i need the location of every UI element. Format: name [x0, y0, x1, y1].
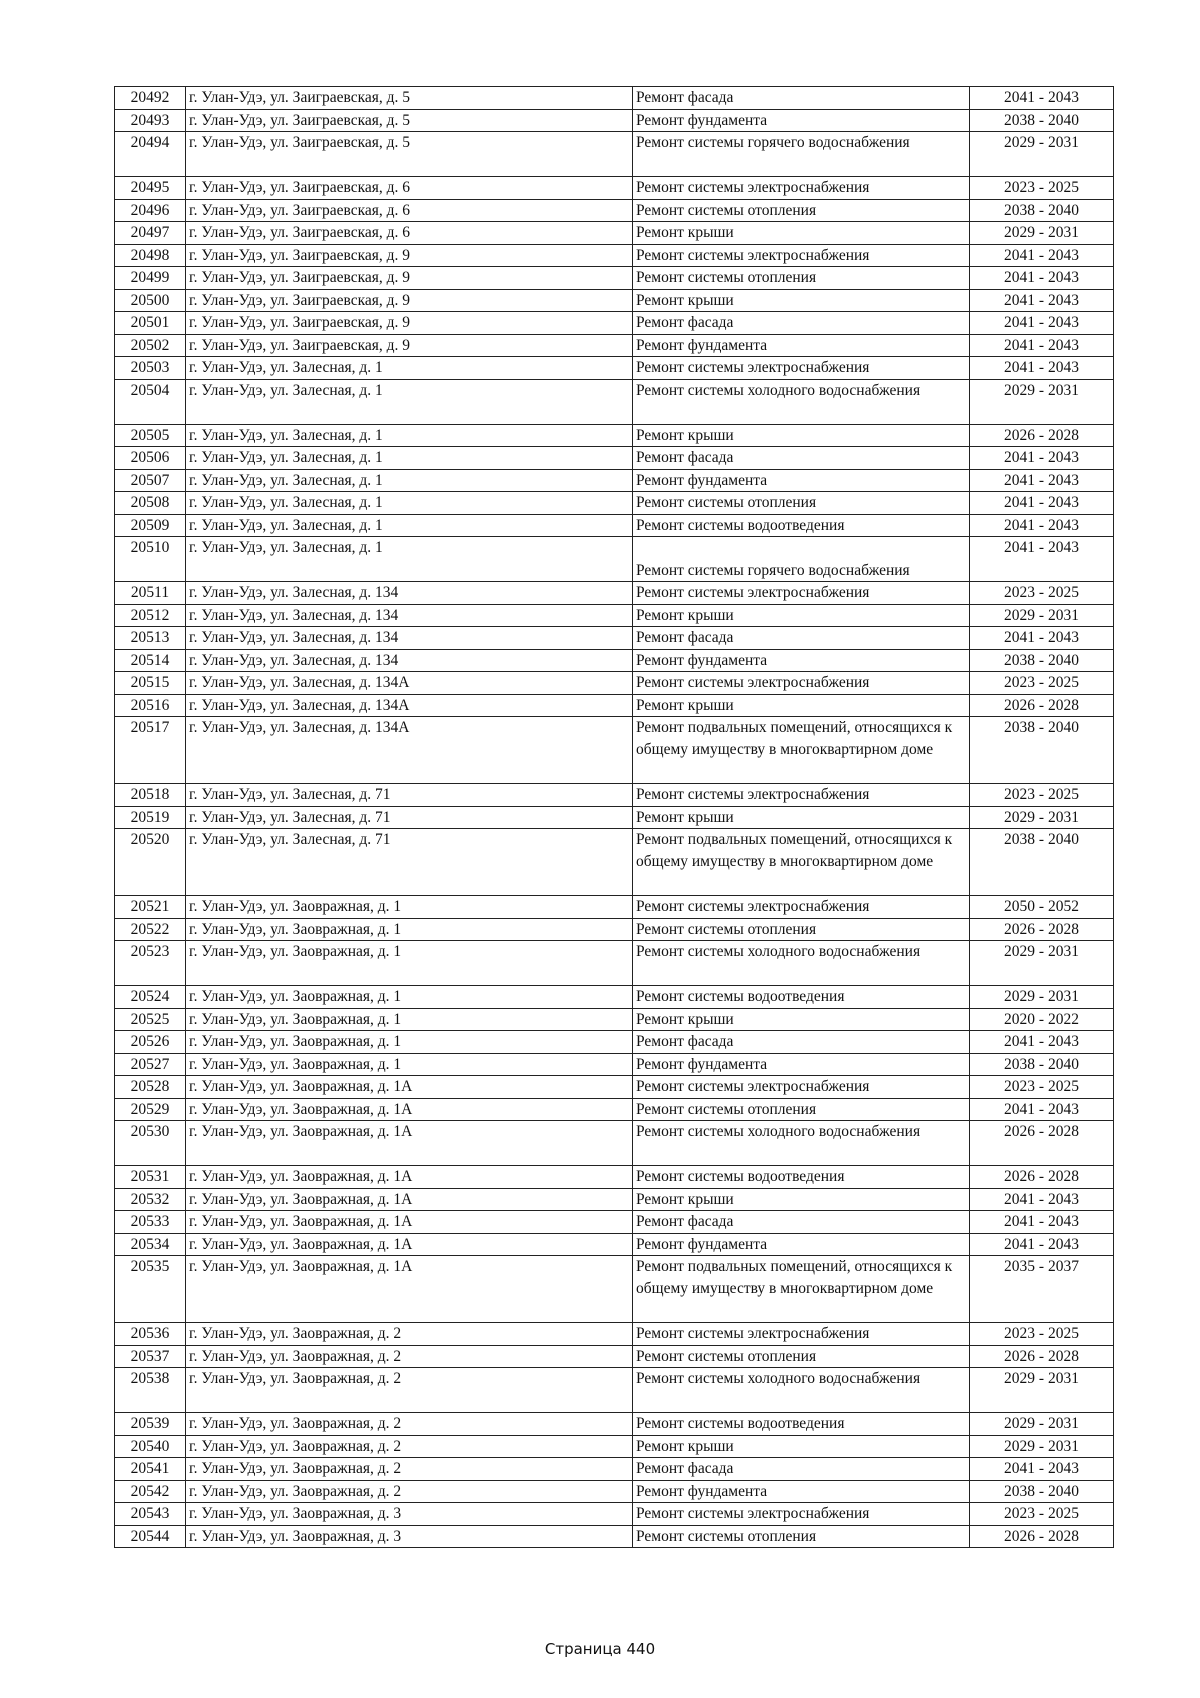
work-type-cell: Ремонт системы электроснабжения — [633, 896, 970, 919]
work-type-cell: Ремонт системы холодного водоснабжения — [633, 941, 970, 986]
address-cell: г. Улан-Удэ, ул. Заовражная, д. 1А — [186, 1188, 633, 1211]
row-number-cell: 20499 — [115, 267, 186, 290]
address-cell: г. Улан-Удэ, ул. Заовражная, д. 1 — [186, 1053, 633, 1076]
address-cell: г. Улан-Удэ, ул. Заиграевская, д. 6 — [186, 199, 633, 222]
address-cell: г. Улан-Удэ, ул. Заовражная, д. 1А — [186, 1076, 633, 1099]
period-cell: 2026 - 2028 — [970, 424, 1114, 447]
table-row — [115, 244, 1114, 267]
row-number-cell: 20536 — [115, 1323, 186, 1346]
period-cell: 2038 - 2040 — [970, 717, 1114, 784]
table-row — [115, 87, 1114, 110]
table-row — [115, 1480, 1114, 1503]
row-number-cell: 20527 — [115, 1053, 186, 1076]
address-cell: г. Улан-Удэ, ул. Залесная, д. 134 — [186, 604, 633, 627]
work-type-cell: Ремонт фундамента — [633, 1233, 970, 1256]
period-cell: 2029 - 2031 — [970, 379, 1114, 424]
period-cell: 2041 - 2043 — [970, 492, 1114, 515]
table-row — [115, 334, 1114, 357]
work-type-cell: Ремонт системы электроснабжения — [633, 1076, 970, 1099]
work-type-cell: Ремонт фасада — [633, 87, 970, 110]
table-row — [115, 1368, 1114, 1413]
table-row — [115, 492, 1114, 515]
table-row — [115, 1008, 1114, 1031]
table-row — [115, 1211, 1114, 1234]
row-number-cell: 20539 — [115, 1413, 186, 1436]
row-number-cell: 20494 — [115, 132, 186, 177]
row-number-cell: 20520 — [115, 829, 186, 896]
address-cell: г. Улан-Удэ, ул. Залесная, д. 1 — [186, 492, 633, 515]
work-type-cell: Ремонт системы водоотведения — [633, 1166, 970, 1189]
address-cell: г. Улан-Удэ, ул. Залесная, д. 134А — [186, 717, 633, 784]
work-type-cell: Ремонт крыши — [633, 1435, 970, 1458]
address-cell: г. Улан-Удэ, ул. Заовражная, д. 1А — [186, 1166, 633, 1189]
address-cell: г. Улан-Удэ, ул. Заиграевская, д. 6 — [186, 177, 633, 200]
row-number-cell: 20512 — [115, 604, 186, 627]
address-cell: г. Улан-Удэ, ул. Залесная, д. 134 — [186, 627, 633, 650]
table-row — [115, 717, 1114, 784]
period-cell: 2041 - 2043 — [970, 334, 1114, 357]
table-row — [115, 289, 1114, 312]
work-type-cell: Ремонт фундамента — [633, 649, 970, 672]
work-type-cell: Ремонт системы отопления — [633, 1098, 970, 1121]
table-row — [115, 784, 1114, 807]
table-row — [115, 1166, 1114, 1189]
address-cell: г. Улан-Удэ, ул. Залесная, д. 1 — [186, 357, 633, 380]
address-cell: г. Улан-Удэ, ул. Заиграевская, д. 9 — [186, 244, 633, 267]
address-cell: г. Улан-Удэ, ул. Заиграевская, д. 9 — [186, 267, 633, 290]
row-number-cell: 20492 — [115, 87, 186, 110]
period-cell: 2020 - 2022 — [970, 1008, 1114, 1031]
row-number-cell: 20506 — [115, 447, 186, 470]
work-type-cell: Ремонт фундамента — [633, 1053, 970, 1076]
row-number-cell: 20507 — [115, 469, 186, 492]
period-cell: 2026 - 2028 — [970, 1121, 1114, 1166]
work-type-cell: Ремонт фасада — [633, 447, 970, 470]
period-cell: 2041 - 2043 — [970, 537, 1114, 582]
address-cell: г. Улан-Удэ, ул. Заовражная, д. 3 — [186, 1525, 633, 1548]
address-cell: г. Улан-Удэ, ул. Заовражная, д. 2 — [186, 1323, 633, 1346]
period-cell: 2041 - 2043 — [970, 312, 1114, 335]
work-type-cell: Ремонт системы электроснабжения — [633, 1503, 970, 1526]
work-type-cell: Ремонт системы водоотведения — [633, 986, 970, 1009]
table-body — [115, 87, 1114, 1548]
work-type-cell: Ремонт системы водоотведения — [633, 1413, 970, 1436]
row-number-cell: 20533 — [115, 1211, 186, 1234]
period-cell: 2041 - 2043 — [970, 357, 1114, 380]
row-number-cell: 20504 — [115, 379, 186, 424]
work-type-cell: Ремонт крыши — [633, 424, 970, 447]
period-cell: 2041 - 2043 — [970, 469, 1114, 492]
row-number-cell: 20540 — [115, 1435, 186, 1458]
row-number-cell: 20523 — [115, 941, 186, 986]
row-number-cell: 20502 — [115, 334, 186, 357]
work-type-cell: Ремонт системы отопления — [633, 492, 970, 515]
table-row — [115, 357, 1114, 380]
table-row — [115, 1435, 1114, 1458]
address-cell: г. Улан-Удэ, ул. Залесная, д. 134А — [186, 672, 633, 695]
work-type-cell: Ремонт системы холодного водоснабжения — [633, 1121, 970, 1166]
address-cell: г. Улан-Удэ, ул. Залесная, д. 1 — [186, 537, 633, 582]
address-cell: г. Улан-Удэ, ул. Заовражная, д. 1 — [186, 986, 633, 1009]
table-row — [115, 1345, 1114, 1368]
row-number-cell: 20532 — [115, 1188, 186, 1211]
work-type-cell: Ремонт фундамента — [633, 1480, 970, 1503]
row-number-cell: 20496 — [115, 199, 186, 222]
address-cell: г. Улан-Удэ, ул. Заиграевская, д. 6 — [186, 222, 633, 245]
period-cell: 2029 - 2031 — [970, 132, 1114, 177]
table-row — [115, 424, 1114, 447]
address-cell: г. Улан-Удэ, ул. Заовражная, д. 2 — [186, 1413, 633, 1436]
repair-schedule-table — [114, 86, 1114, 1548]
table-row — [115, 941, 1114, 986]
table-row — [115, 649, 1114, 672]
period-cell: 2023 - 2025 — [970, 784, 1114, 807]
address-cell: г. Улан-Удэ, ул. Залесная, д. 134 — [186, 649, 633, 672]
period-cell: 2029 - 2031 — [970, 1368, 1114, 1413]
table-row — [115, 177, 1114, 200]
work-type-cell: Ремонт системы холодного водоснабжения — [633, 1368, 970, 1413]
address-cell: г. Улан-Удэ, ул. Заовражная, д. 1А — [186, 1098, 633, 1121]
work-type-cell: Ремонт системы отопления — [633, 918, 970, 941]
page-number: Страница 440 — [544, 1640, 656, 1658]
period-cell: 2038 - 2040 — [970, 199, 1114, 222]
work-type-cell: Ремонт системы водоотведения — [633, 514, 970, 537]
work-type-cell: Ремонт системы отопления — [633, 1345, 970, 1368]
period-cell: 2023 - 2025 — [970, 1076, 1114, 1099]
period-cell: 2038 - 2040 — [970, 649, 1114, 672]
row-number-cell: 20544 — [115, 1525, 186, 1548]
table-row — [115, 918, 1114, 941]
work-type-cell: Ремонт системы горячего водоснабжения — [633, 537, 970, 582]
address-cell: г. Улан-Удэ, ул. Залесная, д. 134А — [186, 694, 633, 717]
table-row — [115, 109, 1114, 132]
table-row — [115, 806, 1114, 829]
row-number-cell: 20500 — [115, 289, 186, 312]
period-cell: 2026 - 2028 — [970, 918, 1114, 941]
work-type-cell: Ремонт системы электроснабжения — [633, 244, 970, 267]
table-row — [115, 514, 1114, 537]
table-row — [115, 1233, 1114, 1256]
row-number-cell: 20525 — [115, 1008, 186, 1031]
row-number-cell: 20516 — [115, 694, 186, 717]
work-type-cell: Ремонт системы электроснабжения — [633, 784, 970, 807]
address-cell: г. Улан-Удэ, ул. Залесная, д. 1 — [186, 424, 633, 447]
table-row — [115, 604, 1114, 627]
row-number-cell: 20509 — [115, 514, 186, 537]
work-type-cell: Ремонт системы электроснабжения — [633, 582, 970, 605]
row-number-cell: 20537 — [115, 1345, 186, 1368]
address-cell: г. Улан-Удэ, ул. Залесная, д. 71 — [186, 784, 633, 807]
row-number-cell: 20535 — [115, 1256, 186, 1323]
work-type-cell: Ремонт системы отопления — [633, 199, 970, 222]
address-cell: г. Улан-Удэ, ул. Заовражная, д. 1А — [186, 1211, 633, 1234]
table-row — [115, 1503, 1114, 1526]
period-cell: 2041 - 2043 — [970, 1098, 1114, 1121]
table-row — [115, 312, 1114, 335]
period-cell: 2041 - 2043 — [970, 1031, 1114, 1054]
work-type-cell: Ремонт крыши — [633, 222, 970, 245]
table-row — [115, 132, 1114, 177]
row-number-cell: 20515 — [115, 672, 186, 695]
address-cell: г. Улан-Удэ, ул. Заовражная, д. 2 — [186, 1480, 633, 1503]
row-number-cell: 20531 — [115, 1166, 186, 1189]
address-cell: г. Улан-Удэ, ул. Заовражная, д. 2 — [186, 1435, 633, 1458]
table-row — [115, 1053, 1114, 1076]
work-type-cell: Ремонт фундамента — [633, 469, 970, 492]
address-cell: г. Улан-Удэ, ул. Заовражная, д. 2 — [186, 1345, 633, 1368]
period-cell: 2035 - 2037 — [970, 1256, 1114, 1323]
address-cell: г. Улан-Удэ, ул. Заиграевская, д. 5 — [186, 132, 633, 177]
period-cell: 2026 - 2028 — [970, 694, 1114, 717]
row-number-cell: 20518 — [115, 784, 186, 807]
row-number-cell: 20508 — [115, 492, 186, 515]
address-cell: г. Улан-Удэ, ул. Заовражная, д. 1 — [186, 1031, 633, 1054]
row-number-cell: 20543 — [115, 1503, 186, 1526]
table-row — [115, 896, 1114, 919]
period-cell: 2038 - 2040 — [970, 1053, 1114, 1076]
period-cell: 2041 - 2043 — [970, 514, 1114, 537]
period-cell: 2023 - 2025 — [970, 177, 1114, 200]
work-type-cell: Ремонт крыши — [633, 1008, 970, 1031]
address-cell: г. Улан-Удэ, ул. Залесная, д. 1 — [186, 379, 633, 424]
table-row — [115, 582, 1114, 605]
address-cell: г. Улан-Удэ, ул. Заовражная, д. 1 — [186, 1008, 633, 1031]
period-cell: 2041 - 2043 — [970, 1188, 1114, 1211]
period-cell: 2041 - 2043 — [970, 289, 1114, 312]
table-row — [115, 1188, 1114, 1211]
row-number-cell: 20530 — [115, 1121, 186, 1166]
work-type-cell: Ремонт фасада — [633, 627, 970, 650]
work-type-cell: Ремонт крыши — [633, 604, 970, 627]
period-cell: 2029 - 2031 — [970, 222, 1114, 245]
period-cell: 2038 - 2040 — [970, 829, 1114, 896]
period-cell: 2041 - 2043 — [970, 87, 1114, 110]
work-type-cell: Ремонт системы холодного водоснабжения — [633, 379, 970, 424]
table-row — [115, 199, 1114, 222]
period-cell: 2026 - 2028 — [970, 1525, 1114, 1548]
period-cell: 2041 - 2043 — [970, 627, 1114, 650]
row-number-cell: 20495 — [115, 177, 186, 200]
row-number-cell: 20524 — [115, 986, 186, 1009]
work-type-cell: Ремонт системы электроснабжения — [633, 1323, 970, 1346]
row-number-cell: 20541 — [115, 1458, 186, 1481]
period-cell: 2029 - 2031 — [970, 1413, 1114, 1436]
address-cell: г. Улан-Удэ, ул. Заиграевская, д. 5 — [186, 87, 633, 110]
period-cell: 2041 - 2043 — [970, 447, 1114, 470]
table-row — [115, 1458, 1114, 1481]
table-row — [115, 469, 1114, 492]
table-row — [115, 537, 1114, 582]
row-number-cell: 20514 — [115, 649, 186, 672]
period-cell: 2026 - 2028 — [970, 1166, 1114, 1189]
work-type-cell: Ремонт крыши — [633, 694, 970, 717]
table-row — [115, 1323, 1114, 1346]
table-row — [115, 1098, 1114, 1121]
row-number-cell: 20522 — [115, 918, 186, 941]
period-cell: 2041 - 2043 — [970, 1458, 1114, 1481]
period-cell: 2038 - 2040 — [970, 109, 1114, 132]
work-type-cell: Ремонт фасада — [633, 1031, 970, 1054]
period-cell: 2041 - 2043 — [970, 1233, 1114, 1256]
work-type-cell: Ремонт фасада — [633, 1458, 970, 1481]
table-row — [115, 1121, 1114, 1166]
row-number-cell: 20497 — [115, 222, 186, 245]
row-number-cell: 20521 — [115, 896, 186, 919]
row-number-cell: 20526 — [115, 1031, 186, 1054]
address-cell: г. Улан-Удэ, ул. Заиграевская, д. 5 — [186, 109, 633, 132]
period-cell: 2029 - 2031 — [970, 806, 1114, 829]
period-cell: 2029 - 2031 — [970, 986, 1114, 1009]
address-cell: г. Улан-Удэ, ул. Заовражная, д. 2 — [186, 1458, 633, 1481]
period-cell: 2023 - 2025 — [970, 582, 1114, 605]
row-number-cell: 20501 — [115, 312, 186, 335]
table-row — [115, 694, 1114, 717]
period-cell: 2023 - 2025 — [970, 1503, 1114, 1526]
work-type-cell: Ремонт подвальных помещений, относящихся к общему имуществу в многоквартирном доме — [633, 829, 970, 896]
address-cell: г. Улан-Удэ, ул. Заиграевская, д. 9 — [186, 312, 633, 335]
address-cell: г. Улан-Удэ, ул. Заовражная, д. 3 — [186, 1503, 633, 1526]
address-cell: г. Улан-Удэ, ул. Заиграевская, д. 9 — [186, 289, 633, 312]
period-cell: 2029 - 2031 — [970, 941, 1114, 986]
work-type-cell: Ремонт системы горячего водоснабжения — [633, 132, 970, 177]
period-cell: 2023 - 2025 — [970, 1323, 1114, 1346]
table-row — [115, 1525, 1114, 1548]
address-cell: г. Улан-Удэ, ул. Залесная, д. 1 — [186, 514, 633, 537]
table-row — [115, 447, 1114, 470]
work-type-cell: Ремонт крыши — [633, 289, 970, 312]
row-number-cell: 20511 — [115, 582, 186, 605]
address-cell: г. Улан-Удэ, ул. Залесная, д. 71 — [186, 806, 633, 829]
period-cell: 2038 - 2040 — [970, 1480, 1114, 1503]
table-row — [115, 1031, 1114, 1054]
address-cell: г. Улан-Удэ, ул. Заовражная, д. 2 — [186, 1368, 633, 1413]
address-cell: г. Улан-Удэ, ул. Заовражная, д. 1А — [186, 1121, 633, 1166]
period-cell: 2029 - 2031 — [970, 1435, 1114, 1458]
work-type-cell: Ремонт фасада — [633, 1211, 970, 1234]
work-type-cell: Ремонт подвальных помещений, относящихся к общему имуществу в многоквартирном доме — [633, 717, 970, 784]
address-cell: г. Улан-Удэ, ул. Заовражная, д. 1 — [186, 941, 633, 986]
work-type-cell: Ремонт системы электроснабжения — [633, 177, 970, 200]
address-cell: г. Улан-Удэ, ул. Залесная, д. 1 — [186, 469, 633, 492]
work-type-cell: Ремонт фасада — [633, 312, 970, 335]
period-cell: 2041 - 2043 — [970, 267, 1114, 290]
address-cell: г. Улан-Удэ, ул. Заовражная, д. 1А — [186, 1256, 633, 1323]
table-row — [115, 1256, 1114, 1323]
row-number-cell: 20542 — [115, 1480, 186, 1503]
period-cell: 2023 - 2025 — [970, 672, 1114, 695]
address-cell: г. Улан-Удэ, ул. Заовражная, д. 1А — [186, 1233, 633, 1256]
address-cell: г. Улан-Удэ, ул. Заовражная, д. 1 — [186, 896, 633, 919]
row-number-cell: 20510 — [115, 537, 186, 582]
table-row — [115, 1076, 1114, 1099]
row-number-cell: 20513 — [115, 627, 186, 650]
period-cell: 2026 - 2028 — [970, 1345, 1114, 1368]
row-number-cell: 20519 — [115, 806, 186, 829]
row-number-cell: 20498 — [115, 244, 186, 267]
address-cell: г. Улан-Удэ, ул. Заовражная, д. 1 — [186, 918, 633, 941]
work-type-cell: Ремонт подвальных помещений, относящихся к общему имуществу в многоквартирном доме — [633, 1256, 970, 1323]
work-type-cell: Ремонт крыши — [633, 806, 970, 829]
address-cell: г. Улан-Удэ, ул. Залесная, д. 134 — [186, 582, 633, 605]
table-row — [115, 267, 1114, 290]
work-type-cell: Ремонт системы электроснабжения — [633, 357, 970, 380]
period-cell: 2050 - 2052 — [970, 896, 1114, 919]
row-number-cell: 20528 — [115, 1076, 186, 1099]
work-type-cell: Ремонт системы отопления — [633, 1525, 970, 1548]
work-type-cell: Ремонт системы электроснабжения — [633, 672, 970, 695]
period-cell: 2041 - 2043 — [970, 244, 1114, 267]
period-cell: 2029 - 2031 — [970, 604, 1114, 627]
table-row — [115, 986, 1114, 1009]
row-number-cell: 20505 — [115, 424, 186, 447]
table-row — [115, 1413, 1114, 1436]
row-number-cell: 20534 — [115, 1233, 186, 1256]
table-row — [115, 379, 1114, 424]
row-number-cell: 20529 — [115, 1098, 186, 1121]
row-number-cell: 20538 — [115, 1368, 186, 1413]
work-type-cell: Ремонт фундамента — [633, 334, 970, 357]
table-row — [115, 222, 1114, 245]
row-number-cell: 20517 — [115, 717, 186, 784]
row-number-cell: 20493 — [115, 109, 186, 132]
table-row — [115, 672, 1114, 695]
work-type-cell: Ремонт системы отопления — [633, 267, 970, 290]
address-cell: г. Улан-Удэ, ул. Залесная, д. 1 — [186, 447, 633, 470]
work-type-cell: Ремонт крыши — [633, 1188, 970, 1211]
address-cell: г. Улан-Удэ, ул. Заиграевская, д. 9 — [186, 334, 633, 357]
table-row — [115, 627, 1114, 650]
address-cell: г. Улан-Удэ, ул. Залесная, д. 71 — [186, 829, 633, 896]
period-cell: 2041 - 2043 — [970, 1211, 1114, 1234]
table-row — [115, 829, 1114, 896]
work-type-cell: Ремонт фундамента — [633, 109, 970, 132]
row-number-cell: 20503 — [115, 357, 186, 380]
